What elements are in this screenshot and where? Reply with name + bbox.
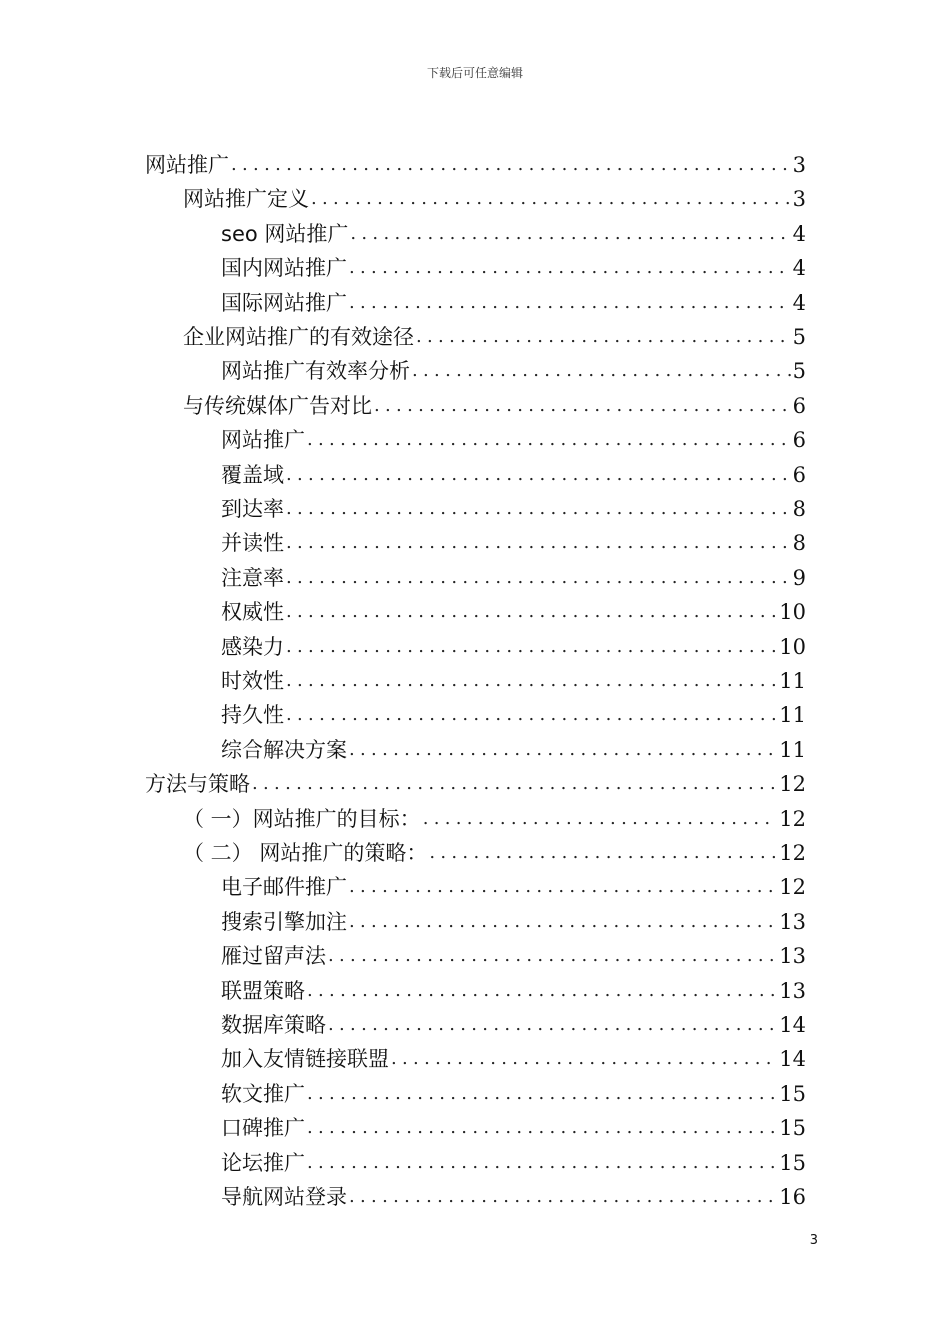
toc-leader-dots — [349, 909, 777, 935]
toc-entry-page: 6 — [792, 462, 806, 487]
toc-leader-dots — [307, 1081, 777, 1107]
toc-entry-page: 15 — [779, 1116, 806, 1141]
toc-entry-title: 网站推广 — [145, 153, 229, 177]
toc-leader-dots — [286, 702, 777, 728]
toc-entry[interactable] — [221, 729, 806, 763]
toc-entry-title: 国内网站推广 — [221, 256, 347, 281]
toc-entry-title: 持久性 — [221, 703, 284, 728]
toc-entry[interactable] — [183, 798, 806, 832]
toc-entry-title: 电子邮件推广 — [221, 875, 347, 900]
toc-entry-title: （ 二） 网站推广的策略： — [183, 841, 428, 865]
toc-leader-dots — [231, 152, 791, 178]
toc-entry-page: 13 — [779, 978, 806, 1003]
toc-entry-title: 口碑推广 — [221, 1116, 305, 1141]
toc-entry[interactable] — [183, 832, 806, 866]
toc-entry-title: 雁过留声法 — [221, 944, 326, 969]
toc-entry-page: 4 — [792, 256, 806, 281]
toc-leader-dots — [286, 634, 777, 660]
toc-entry-page: 11 — [779, 737, 806, 762]
toc-entry-title: 导航网站登录 — [221, 1185, 347, 1209]
toc-entry[interactable] — [221, 522, 806, 556]
toc-entry-page: 5 — [792, 325, 806, 349]
toc-entry-page: 14 — [779, 1013, 806, 1037]
toc-entry-page: 15 — [779, 1081, 806, 1106]
toc-entry[interactable] — [221, 1073, 806, 1107]
toc-entry-page: 8 — [792, 497, 806, 521]
toc-entry-title: 联盟策略 — [221, 978, 305, 1003]
toc-entry-page: 4 — [792, 221, 806, 246]
toc-entry[interactable] — [221, 901, 806, 935]
toc-leader-dots — [349, 290, 791, 316]
toc-entry[interactable] — [221, 1107, 806, 1141]
toc-entry-page: 13 — [779, 909, 806, 934]
toc-entry-page: 12 — [779, 841, 806, 865]
toc-leader-dots — [416, 324, 791, 350]
toc-entry-page: 3 — [792, 153, 806, 177]
toc-leader-dots — [286, 599, 777, 625]
toc-entry-title: 感染力 — [221, 634, 284, 659]
toc-entry[interactable] — [221, 247, 806, 281]
toc-entry-page: 15 — [779, 1150, 806, 1175]
toc-entry-page: 10 — [779, 600, 806, 625]
toc-entry-title: 方法与策略 — [145, 772, 250, 797]
toc-entry-page: 10 — [779, 634, 806, 659]
toc-entry[interactable] — [221, 282, 806, 316]
toc-entry-title: 到达率 — [221, 497, 284, 521]
toc-leader-dots — [286, 668, 777, 694]
toc-entry-page: 12 — [779, 772, 806, 797]
toc-leader-dots — [349, 874, 777, 900]
toc-entry[interactable] — [221, 419, 806, 453]
toc-entry-title: 网站推广有效率分析 — [221, 359, 410, 384]
toc-leader-dots — [307, 427, 791, 453]
toc-leader-dots — [307, 1115, 777, 1141]
toc-leader-dots — [391, 1046, 777, 1072]
toc-entry[interactable] — [221, 626, 806, 660]
toc-entry[interactable] — [221, 660, 806, 694]
toc-leader-dots — [328, 943, 777, 969]
toc-entry-page: 12 — [779, 875, 806, 900]
toc-entry[interactable] — [183, 178, 806, 212]
toc-entry-title: 网站推广定义 — [183, 187, 309, 212]
toc-entry-title: 论坛推广 — [221, 1150, 305, 1175]
page-number: 3 — [809, 1233, 818, 1248]
toc-entry[interactable] — [221, 1038, 806, 1072]
toc-leader-dots — [423, 806, 778, 832]
toc-entry-title: 网站推广 — [221, 428, 305, 453]
toc-entry[interactable] — [221, 350, 806, 384]
toc-entry[interactable] — [221, 213, 806, 247]
toc-entry-title: 软文推广 — [221, 1081, 305, 1106]
toc-entry-title: 注意率 — [221, 565, 284, 590]
toc-entry-title: 国际网站推广 — [221, 290, 347, 315]
toc-entry-page: 9 — [792, 565, 806, 590]
toc-leader-dots — [311, 186, 791, 212]
toc-entry[interactable] — [221, 557, 806, 591]
toc-entry-title: 综合解决方案 — [221, 737, 347, 762]
toc-entry[interactable] — [221, 454, 806, 488]
toc-leader-dots — [307, 978, 777, 1004]
toc-entry[interactable] — [221, 488, 806, 522]
toc-entry[interactable] — [183, 316, 806, 350]
toc-entry-page: 6 — [792, 428, 806, 453]
toc-leader-dots — [374, 393, 791, 419]
toc-entry[interactable] — [145, 763, 806, 797]
toc-entry-page: 14 — [779, 1047, 806, 1072]
toc-leader-dots — [429, 840, 777, 866]
toc-entry[interactable] — [221, 591, 806, 625]
toc-leader-dots — [412, 358, 791, 384]
toc-entry-page: 16 — [779, 1185, 806, 1209]
toc-leader-dots — [286, 496, 791, 522]
toc-entry[interactable] — [221, 866, 806, 900]
toc-entry-title: 加入友情链接联盟 — [221, 1047, 389, 1072]
toc-entry-title: 并读性 — [221, 531, 284, 556]
toc-entry[interactable] — [221, 970, 806, 1004]
toc-entry[interactable] — [183, 385, 806, 419]
toc-entry-page: 6 — [792, 393, 806, 418]
toc-entry-title: 企业网站推广的有效途径 — [183, 325, 414, 349]
toc-leader-dots — [349, 737, 777, 763]
toc-entry-title: 时效性 — [221, 669, 284, 693]
toc-entry-page: 13 — [779, 944, 806, 969]
toc-entry-page: 8 — [792, 531, 806, 556]
toc-leader-dots — [286, 462, 791, 488]
toc-entry-page: 12 — [779, 806, 806, 831]
toc-entry[interactable] — [145, 144, 806, 178]
toc-entry[interactable] — [221, 1004, 806, 1038]
toc-entry-title: 权威性 — [221, 600, 284, 625]
toc-leader-dots — [350, 221, 790, 247]
toc-leader-dots — [349, 255, 791, 281]
toc-leader-dots — [349, 1184, 777, 1210]
toc-entry-page: 11 — [779, 669, 806, 693]
toc-leader-dots — [286, 530, 791, 556]
toc-entry[interactable] — [221, 1176, 806, 1210]
toc-entry[interactable] — [221, 1142, 806, 1176]
toc-entry-title: 覆盖域 — [221, 462, 284, 487]
toc-entry[interactable] — [221, 935, 806, 969]
toc-entry-page: 11 — [779, 703, 806, 728]
toc-entry-title: seo 网站推广 — [221, 221, 349, 246]
toc-entry-title: 数据库策略 — [221, 1013, 326, 1037]
toc-leader-dots — [252, 771, 777, 797]
toc-entry-title: 搜索引擎加注 — [221, 909, 347, 934]
toc-entry-page: 4 — [792, 290, 806, 315]
toc-entry-page: 5 — [792, 359, 806, 384]
toc-entry[interactable] — [221, 694, 806, 728]
toc-entry-title: 与传统媒体广告对比 — [183, 393, 372, 418]
toc-leader-dots — [286, 565, 791, 591]
toc-entry-page: 3 — [792, 187, 806, 212]
toc-leader-dots — [328, 1012, 777, 1038]
toc-entry-title: （ 一）网站推广的目标： — [183, 806, 421, 831]
page-header: 下载后可任意编辑 — [426, 66, 523, 80]
toc-leader-dots — [307, 1150, 777, 1176]
